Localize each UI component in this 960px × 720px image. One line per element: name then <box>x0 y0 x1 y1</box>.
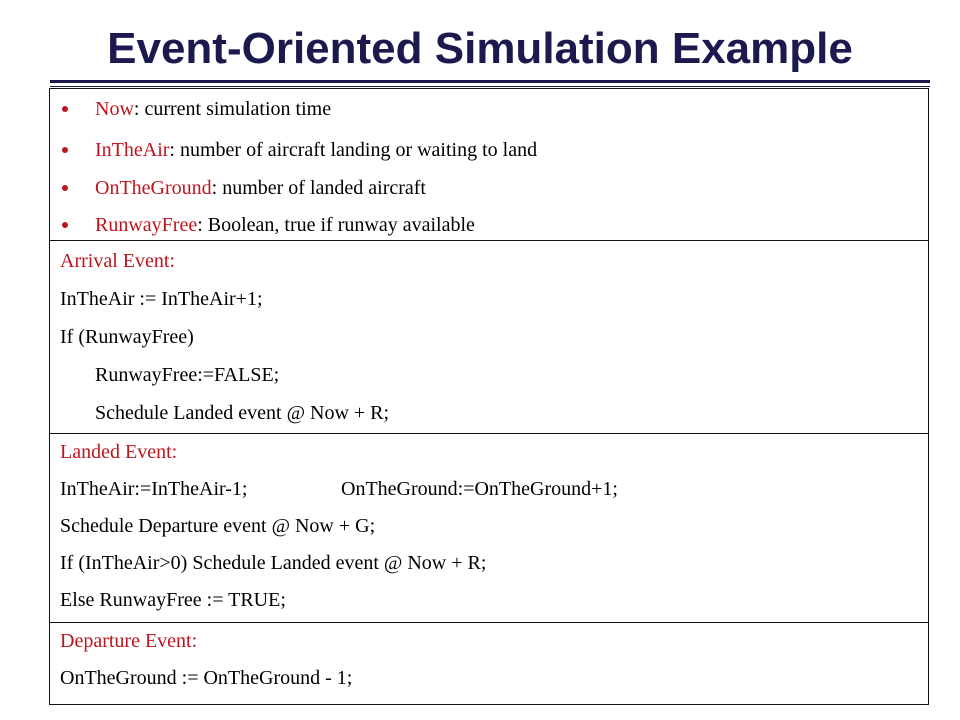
code-line: InTheAir := InTheAir+1; <box>60 288 263 310</box>
variable-description: : Boolean, true if runway available <box>197 214 475 236</box>
arrival-event-heading: Arrival Event: <box>60 250 175 272</box>
code-line: InTheAir:=InTheAir-1; <box>60 478 248 500</box>
state-variable-item <box>95 176 426 200</box>
state-variables-section <box>50 89 928 240</box>
code-line: Schedule Departure event @ Now + G; <box>60 515 376 537</box>
title-underline-thick <box>50 80 930 83</box>
variable-description: : number of landed aircraft <box>211 177 426 199</box>
state-variable-item <box>95 138 537 162</box>
content-box <box>49 88 929 705</box>
slide-title: Event-Oriented Simulation Example <box>107 24 853 73</box>
state-variable-item <box>95 213 475 237</box>
bullet-icon <box>62 147 68 153</box>
landed-event-heading: Landed Event: <box>60 441 178 463</box>
code-line: If (RunwayFree) <box>60 326 194 348</box>
departure-event-heading: Departure Event: <box>60 630 198 652</box>
bullet-icon <box>62 222 68 228</box>
landed-event-section <box>50 434 928 622</box>
variable-name: Now <box>95 98 134 120</box>
variable-description: : number of aircraft landing or waiting to land <box>169 139 538 161</box>
variable-name: InTheAir <box>95 139 170 161</box>
code-line: RunwayFree:=FALSE; <box>95 364 280 386</box>
code-line: OnTheGround:=OnTheGround+1; <box>341 478 618 500</box>
code-line: OnTheGround := OnTheGround - 1; <box>60 667 353 689</box>
variable-name: OnTheGround <box>95 177 212 199</box>
variable-name: RunwayFree <box>95 214 198 236</box>
bullet-icon <box>62 106 68 112</box>
code-line: Else RunwayFree := TRUE; <box>60 589 286 611</box>
code-line: If (InTheAir>0) Schedule Landed event @ Now + R; <box>60 552 487 574</box>
state-variable-item <box>95 97 331 121</box>
arrival-event-section <box>50 241 928 433</box>
bullet-icon <box>62 185 68 191</box>
code-line: Schedule Landed event @ Now + R; <box>95 402 390 424</box>
title-underline-thin <box>50 86 930 87</box>
variable-description: : current simulation time <box>133 98 332 120</box>
departure-event-section <box>50 623 928 705</box>
